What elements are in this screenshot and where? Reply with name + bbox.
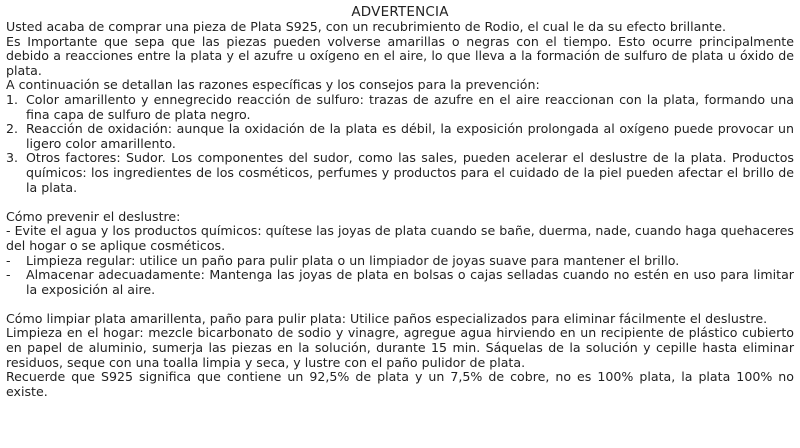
- intro-paragraph: Usted acaba de comprar una pieza de Plata S925, con un recubrimiento de Rodio, el cual le da su efecto brillante.: [6, 19, 726, 34]
- bullet-dash: -: [6, 267, 11, 283]
- prevent-heading: Cómo prevenir el deslustre:: [6, 208, 181, 224]
- prevent-item: [6, 254, 794, 269]
- prevent-text: Almacenar adecuadamente: Mantenga las joyas de plata en bolsas o cajas selladas cuando no estén en uso para limitar la exposición al aire.: [26, 267, 794, 297]
- reason-text: Otros factores: Sudor. Los componentes del sudor, como las sales, pueden acelerar el deslustre de la plata. Productos químicos: los ingredientes de los cosméticos, perfumes y productos para el cuidado de la piel pueden afectar el brillo de la plata.: [26, 150, 794, 195]
- reasons-list: [6, 93, 794, 195]
- spacer: [6, 297, 794, 312]
- intro-paragraph: A continuación se detallan las razones específicas y los consejos para la prevención:: [6, 77, 540, 93]
- reason-item: [6, 122, 794, 151]
- reason-number: 2.: [6, 121, 19, 137]
- reason-text: Reacción de oxidación: aunque la oxidación de la plata es débil, la exposición prolongada al oxígeno puede provocar un ligero color amarillento.: [26, 121, 794, 151]
- reason-item: [6, 151, 794, 195]
- prevent-list: [6, 254, 794, 298]
- reason-number: 1.: [6, 91, 19, 107]
- bullet-dash: -: [6, 252, 11, 268]
- cleaning-paragraph: Limpieza en el hogar: mezcle bicarbonato de sodio y vinagre, agregue agua hirviendo en un recipiente de plástico cubierto en papel de aluminio, sumerja las piezas en la solución, durante 15 min. Sáquelas de la solución y cepille hasta eliminar residuos, seque con una toalla limpia y seca, y lustre con el paño pulidor de plata.: [6, 325, 794, 370]
- prevent-item: [6, 268, 794, 297]
- intro-paragraph: Es Importante que sepa que las piezas pueden volverse amarillas o negras con el tiempo. Esto ocurre principalmente debido a reacciones entre la plata y el azufre u oxígeno en el aire, lo que lleva a la formación de sulfuro de plata u óxido de plata.: [6, 33, 794, 78]
- reason-item: [6, 93, 794, 122]
- reason-number: 3.: [6, 150, 19, 166]
- spacer: [6, 195, 794, 210]
- closing-note: Recuerde que S925 significa que contiene un 92,5% de plata y un 7,5% de cobre, no es 100% plata, la plata 100% no existe.: [6, 369, 794, 399]
- prevent-text: Limpieza regular: utilice un paño para pulir plata o un limpiador de joyas suave para mantener el brillo.: [26, 252, 680, 268]
- cleaning-paragraph: Cómo limpiar plata amarillenta, paño para pulir plata: Utilice paños especializados para eliminar fácilmente el deslustre.: [6, 310, 768, 326]
- document-title: ADVERTENCIA: [351, 4, 449, 20]
- reason-text: Color amarillento y ennegrecido reacción de sulfuro: trazas de azufre en el aire reaccionan con la plata, formando una fina capa de sulfuro de plata negro.: [26, 91, 794, 122]
- prevent-item: - Evite el agua y los productos químicos: quítese las joyas de plata cuando se bañe, duerma, nade, cuando haga quehaceres del hogar o se aplique cosméticos.: [6, 223, 794, 253]
